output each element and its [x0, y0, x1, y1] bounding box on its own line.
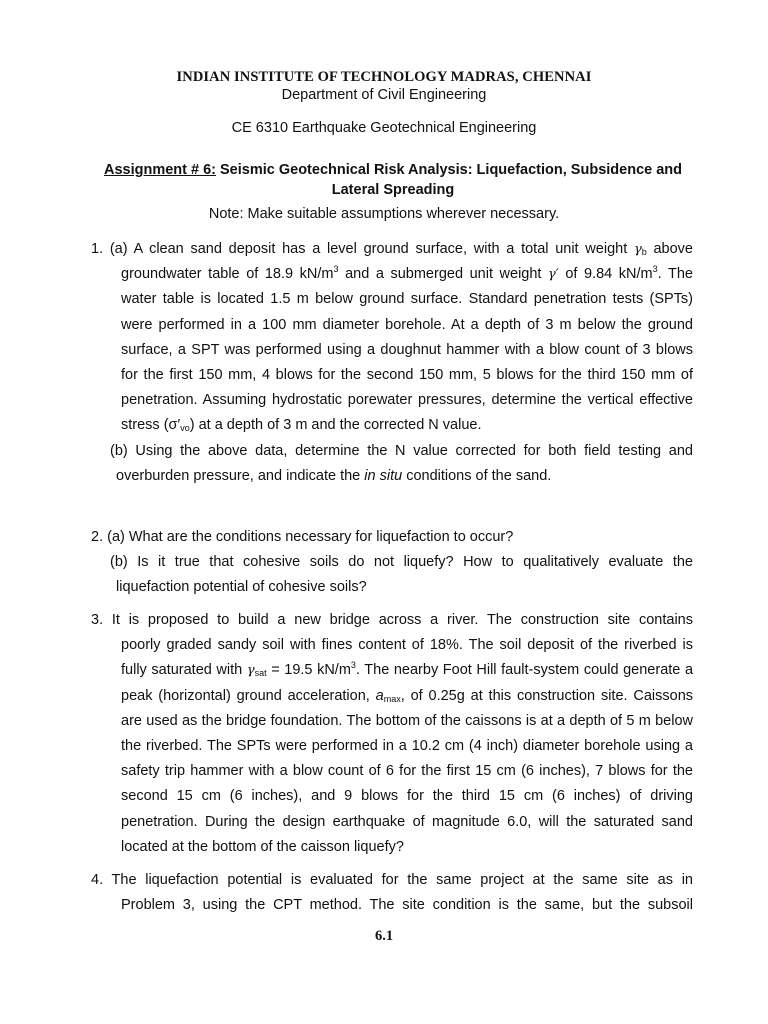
q2b-line2: liquefaction potential of cohesive soils? — [116, 579, 367, 596]
gamma-prime-symbol: γ′ — [548, 267, 559, 283]
q1b — [91, 439, 693, 489]
question-2 — [91, 525, 693, 601]
q1a-body: groundwater table of 18.9 $kN/m^3$ and a submerged unit weight γ′ of 9.84 $kN/m^3$. The water table is located 1.5 m below ground surface. Standard penetration tests (SPTs) were performed in a 100 mm diameter borehole. At a depth of 3 m below the ground surface, a SPT was performed using a doughnut hammer with a blow count of 3 blows for the first 150 mm, 4 blows for the second 150 mm, 5 blows for the third 150 mm of penetration. Assuming hydrostatic porewater pressures, determine the vertical effective stress $(\sigma'_{vo})$ at a depth of 3 m and the corrected N value. — [121, 264, 693, 434]
q2b — [91, 550, 693, 600]
gamma-symbol: γ — [633, 242, 642, 257]
assignment-note: Note: Make suitable assumptions wherever necessary. — [208, 206, 560, 222]
assignment-heading — [88, 160, 698, 200]
q1b-line1: (b) Using the above data, determine the N value corrected for both field testing and — [110, 442, 693, 459]
course-title: CE 6310 Earthquake Geotechnical Engineering — [231, 120, 537, 136]
q1b-line2: overburden pressure, and indicate the in situ conditions of the sand. — [116, 467, 552, 484]
question-4 — [91, 868, 693, 918]
q1a-line1: 1. (a) A clean sand deposit has a level ground surface, with a total unit weight $\gamma_b$ above — [91, 241, 693, 257]
assignment-title: Seismic Geotechnical Risk Analysis: Liquefaction, Subsidence and Lateral Spreading — [215, 162, 683, 198]
question-1 — [91, 237, 693, 489]
q4-line2: Problem 3, using the CPT method. The site condition is the same, but the subsoil — [121, 897, 693, 914]
assignment-label: Assignment # 6: — [103, 162, 216, 178]
institute-name: INDIAN INSTITUTE OF TECHNOLOGY MADRAS, CHENNAI — [176, 69, 592, 85]
q2a: 2. (a) What are the conditions necessary for liquefaction to occur? — [91, 529, 514, 545]
question-3 — [91, 608, 693, 860]
page-number: 6.1 — [374, 928, 394, 944]
q2b-line1: (b) Is it true that cohesive soils do not liquefy? How to qualitatively evaluate the — [110, 554, 693, 571]
q3-line1: 3. It is proposed to build a new bridge across a river. The construction site contains — [91, 612, 693, 628]
department-name: Department of Civil Engineering — [281, 87, 487, 103]
q3-body: poorly graded sandy soil with fines content of 18%. The soil deposit of the riverbed is fully saturated with $\gamma_{sat} = 19.5$ $kN/m^3$. The nearby Foot Hill fault-system could generate a peak (horizontal) ground acceleration, $a_{max}$, of 0.25g at this construction site. Caissons are used as the bridge foundation. The bottom of the caissons is at a depth of 5 m below the riverbed. The SPTs were performed in a 10.2 cm (4 inch) diameter borehole using a safety trip hammer with a blow count of 6 for the first 15 cm (6 inches), 7 blows for the second 15 cm (6 inches), and 9 blows for the third 15 cm (6 inches) of driving penetration. During the design earthquake of magnitude 6.0, will the saturated sand located at the bottom of the caisson liquefy? — [121, 637, 694, 855]
q4-line1: 4. The liquefaction potential is evaluated for the same project at the same site as in — [91, 872, 693, 888]
gamma-symbol: γ — [246, 663, 255, 679]
